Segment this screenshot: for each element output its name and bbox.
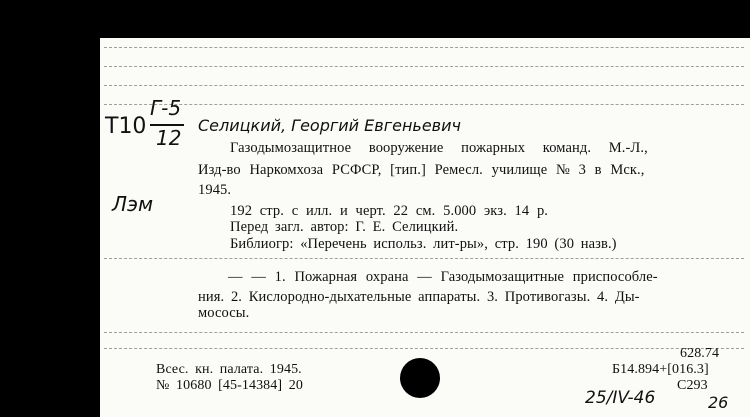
shelf-code-top: Г-5 xyxy=(150,96,182,120)
ruled-line xyxy=(104,332,744,333)
shelf-code-bottom: 12 xyxy=(156,126,182,150)
subjects-line-2: ния. 2. Кислородно-дыхательные аппараты. 3. Противогазы. 4. Ды- xyxy=(198,289,640,305)
ruled-line xyxy=(104,104,744,105)
ruled-line xyxy=(104,66,744,67)
book-chamber-number: № 10680 [45-14384] 20 xyxy=(156,378,303,393)
note-author: Перед загл. автор: Г. Е. Селицкий. xyxy=(230,219,459,235)
title-line-2: Изд-во Наркомхоза РСФСР, [тип.] Ремесл. училище № 3 в Мск., xyxy=(198,162,645,178)
author-handwritten: Селицкий, Георгий Евгеньевич xyxy=(198,116,461,135)
corner-handwriting: 26 xyxy=(708,393,729,412)
ruled-line xyxy=(104,258,744,259)
bottom-handwriting: 25/IV-46 xyxy=(585,388,656,408)
book-chamber-year: Всес. кн. палата. 1945. xyxy=(156,362,302,377)
handwritten-mark: Лэм xyxy=(112,192,154,216)
scan-border-left xyxy=(0,0,100,417)
title-line-3: 1945. xyxy=(198,182,232,198)
scan-border-top xyxy=(0,0,750,38)
bbk-number: Б14.894+[016.3] xyxy=(612,362,709,377)
subjects-line-3: мососы. xyxy=(198,305,250,321)
ruled-line xyxy=(104,85,744,86)
punch-hole xyxy=(400,358,440,398)
title-line-1: Газодымозащитное вооружение пожарных команд. М.-Л., xyxy=(230,140,648,156)
ruled-line xyxy=(104,348,744,349)
udc-number: 628.74 xyxy=(680,346,720,361)
ruled-line xyxy=(104,47,744,48)
note-bibliography: Библиогр: «Перечень использ. лит-ры», стр. 190 (30 назв.) xyxy=(230,236,617,252)
code-c: С293 xyxy=(677,378,708,393)
subjects-line-1: — — 1. Пожарная охрана — Газодымозащитные приспособле- xyxy=(228,269,658,285)
collation: 192 стр. с илл. и черт. 22 см. 5.000 экз. 14 р. xyxy=(230,203,549,219)
shelf-code-left: Т10 xyxy=(105,114,147,139)
